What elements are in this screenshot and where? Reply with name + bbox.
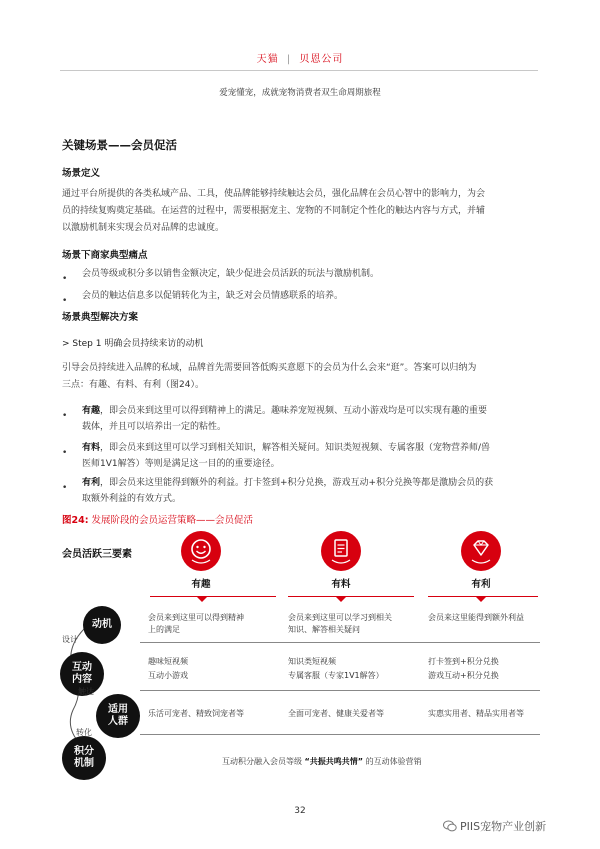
cell-line: 会员来到这里可以得到精神 [148, 613, 244, 622]
cell-line: 知识、解答相关疑问 [288, 625, 360, 634]
audience-cell-benefit: 实惠实用者、精品实用者等 [428, 709, 524, 718]
header-subtitle: 爱宠懂宠，成就宠物消费者双生命周期旅程 [219, 88, 381, 98]
bullet-dot: • [62, 296, 68, 306]
pain-point-text: 会员的触达信息多以促销转化为主，缺乏对会员情感联系的培养。 [82, 291, 344, 301]
side-label-reach: 触达 [78, 687, 94, 696]
pillar-info-icon-wrap [320, 530, 362, 572]
row-separator [140, 734, 540, 735]
pillar-fun-icon-wrap [180, 530, 222, 572]
points-text-emphasis: “共振共鸣共情” [304, 757, 364, 766]
bullet-dot: • [62, 274, 68, 284]
bullet-dot: • [62, 411, 68, 421]
row-circle-label: 积分 机制 [74, 746, 94, 769]
figure-caption [62, 512, 253, 526]
pain-point-item [62, 266, 67, 285]
pillar-name-benefit: 有利 [471, 579, 491, 590]
pointer-triangle-icon [196, 596, 208, 602]
bullet-keyword: 有料 [82, 443, 101, 453]
bullet-text: ，即会员来到这里可以学习到相关知识，解答相关疑问。知识类短视频、专属客服（宠物营养师/兽 [100, 443, 491, 453]
solution-intro-line: 三点：有趣、有料、有利（图24）。 [62, 380, 204, 390]
solution-bullet-info [82, 440, 540, 472]
scene-def-heading: 场景定义 [62, 168, 101, 179]
brand-separator: | [286, 54, 292, 65]
bullet-dot: • [62, 483, 68, 493]
pillar-name-info: 有料 [331, 579, 351, 590]
bullet-text: 医师1V1解答）等则是满足这一目的的重要途径。 [82, 459, 280, 469]
solution-intro-line: 引导会员持续进入品牌的私域，品牌首先需要回答低购买意愿下的会员为什么会来“逛”。答案可以归纳为 [62, 363, 477, 373]
header-brand [0, 50, 600, 65]
content-cell-fun [148, 655, 278, 683]
points-mechanism-text [222, 756, 522, 768]
pillar-name-fun: 有趣 [191, 579, 211, 590]
brand-bain: 贝恩公司 [299, 54, 344, 65]
scene-def-line: 通过平台所提供的各类私域产品、工具，使品牌能够持续触达会员，强化品牌在会员心智中的影响力，为会 [62, 189, 486, 199]
scene-def-paragraph [62, 186, 540, 237]
row-circle-points [62, 736, 106, 780]
side-label-convert: 转化 [76, 728, 92, 737]
motive-cell-fun [148, 612, 278, 636]
header-rule [60, 70, 538, 71]
bullet-keyword: 有利 [82, 478, 101, 488]
cell-line: 打卡签到+积分兑换 [428, 657, 499, 666]
diamond-icon [460, 530, 502, 572]
motive-cell-benefit [428, 612, 548, 624]
cell-line: 会员来到这里可以学习到相关 [288, 613, 392, 622]
solution-bullet-fun [82, 403, 540, 435]
section-title: 关键场景——会员促活 [62, 138, 177, 152]
bullet-text: ，即会员来到这里可以得到精神上的满足。趣味养宠短视频、互动小游戏均是可以实现有趣的重要 [100, 406, 488, 416]
row-circle-motive [83, 606, 121, 644]
scene-def-line: 员的持续复购奠定基础。在运营的过程中，需要根据宠主、宠物的不同制定个性化的触达内容与方式，并辅 [62, 206, 486, 216]
page-number: 32 [294, 806, 306, 816]
points-text-prefix: 互动积分融入会员等级 [222, 757, 305, 766]
document-icon [320, 530, 362, 572]
bullet-dot: • [62, 448, 68, 458]
wechat-icon [443, 820, 457, 832]
figure-caption-text: 发展阶段的会员运营策略——会员促活 [88, 515, 254, 526]
scene-def-line: 以激励机制来实现会员对品牌的忠诚度。 [62, 223, 225, 233]
solution-intro [62, 360, 540, 394]
audience-cell-fun: 乐活可宠者、精致饲宠者等 [148, 709, 244, 718]
watermark-text: PIIS宠物产业创新 [460, 820, 547, 833]
content-cell-benefit [428, 655, 548, 683]
cell-line: 专属客服（专家1V1解答） [288, 671, 384, 680]
row-circle-label: 互动 内容 [72, 662, 92, 685]
motive-cell-info [288, 612, 418, 636]
cell-line: 游戏互动+积分兑换 [428, 671, 499, 680]
pain-point-text: 会员等级或积分多以销售金额决定，缺少促进会员活跃的玩法与激励机制。 [82, 269, 380, 279]
pillar-divider-info [288, 596, 414, 597]
cell-line: 会员来这里能得到额外利益 [428, 613, 524, 622]
solution-heading: 场景典型解决方案 [62, 312, 139, 323]
smiley-face-icon [180, 530, 222, 572]
diagram-title: 会员活跃三要素 [62, 549, 132, 560]
row-separator [140, 690, 540, 691]
pointer-triangle-icon [335, 596, 347, 602]
pain-point-item [62, 288, 67, 307]
cell-line: 互动小游戏 [148, 671, 188, 680]
bullet-text: ，即会员来这里能得到额外的利益。打卡签到+积分兑换，游戏互动+积分兑换等都是激励会员的获 [100, 478, 494, 488]
brand-tmall: 天猫 [256, 54, 279, 65]
side-label-design: 设计 [62, 635, 78, 644]
row-circle-label: 适用 人群 [108, 704, 128, 727]
solution-bullet-benefit [82, 475, 540, 507]
pointer-triangle-icon [475, 596, 487, 602]
points-text-suffix: 的互动体验营销 [363, 757, 422, 766]
pain-points-heading: 场景下商家典型痛点 [62, 250, 148, 261]
cell-line: 上的满足 [148, 625, 180, 634]
bullet-keyword: 有趣 [82, 406, 101, 416]
row-circle-label: 动机 [92, 619, 112, 630]
cell-line: 趣味短视频 [148, 657, 188, 666]
pillar-benefit-icon-wrap [460, 530, 502, 572]
bullet-text: 载体，并且可以培养出一定的粘性。 [82, 422, 227, 432]
cell-line: 知识类短视频 [288, 657, 336, 666]
step-title: > Step 1 明确会员持续来访的动机 [62, 339, 204, 349]
row-circle-audience [96, 694, 140, 738]
figure-label: 图24: [62, 515, 89, 526]
watermark [443, 818, 546, 834]
content-cell-info [288, 655, 418, 683]
pillar-divider-fun [150, 596, 276, 597]
audience-cell-info: 全面可宠者、健康关爱者等 [288, 709, 384, 718]
bullet-text: 取额外利益的有效方式。 [82, 494, 182, 504]
row-separator [140, 642, 540, 643]
